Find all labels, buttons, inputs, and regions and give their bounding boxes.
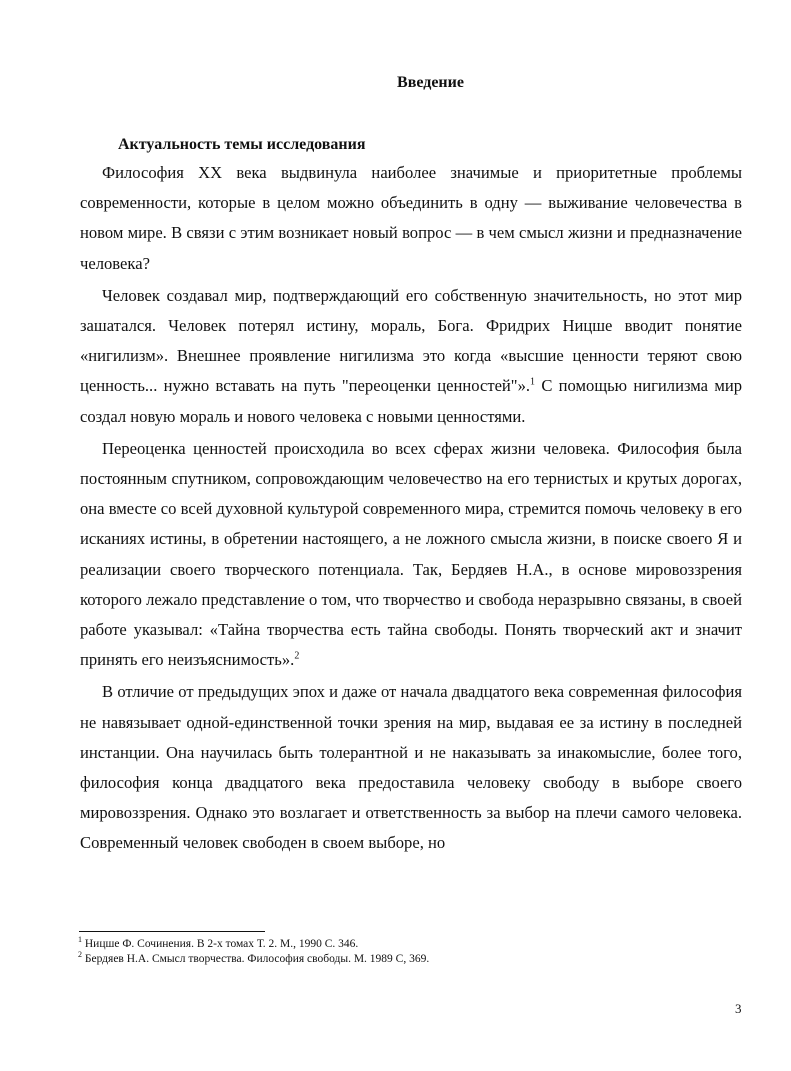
footnote-ref-2[interactable]: 2 (294, 650, 300, 662)
paragraph-1: Философия XX века выдвинула наиболее значимые и приоритетные проблемы современности, которые в целом можно объединить в одну — выживание человечества в новом мире. В связи с этим возникает новый вопрос — в чем смысл жизни и предназначение человека? (80, 163, 742, 273)
section-subtitle: Актуальность темы исследования (118, 136, 366, 153)
paragraph-2-text-after: С помощью нигилизма мир создал новую мораль и нового человека с новыми ценностями. (80, 376, 742, 426)
footnote-2-text: Бердяев Н.А. Смысл творчества. Философия свободы. М. 1989 С, 369. (82, 953, 430, 965)
body-text (80, 158, 742, 861)
paragraph-4: В отличие от предыдущих эпох и даже от начала двадцатого века современная философия не навязывает одной-единственной точки зрения на мир, выдавая ее за истину в последней инстанции. Она научилась быть толерантной и не наказывать за инакомыслие, более того, философия конца двадцатого века предоставила человеку свободу в выборе своего мировоззрения. Однако это возлагает и ответственность за выбор на плечи самого человека. Современный человек свободен в своем выборе, но (80, 682, 742, 853)
footnotes (78, 937, 429, 967)
footnote-separator (79, 931, 265, 932)
footnote-ref-1[interactable]: 1 (530, 376, 536, 388)
paragraph-2 (80, 281, 742, 432)
page-title: Введение (397, 74, 464, 91)
footnote-1 (78, 937, 429, 952)
paragraph-3-text: Переоценка ценностей происходила во всех сферах жизни человека. Философия была постоянным спутником, сопровождающим человечество на его тернистых и крутых дорогах, она вместе со всей духовной культурой современного мира, стремится помочь человеку в его исканиях истины, в обретении настоящего, а не ложного смысла жизни, в поиске своего Я и реализации своего творческого потенциала. Так, Бердяев Н.А., в основе мировоззрения которого лежало представление о том, что творчество и свобода неразрывно связаны, в своей работе указывал: «Тайна творчества есть тайна свободы. Понять творческий акт и значит принять его неизъяснимость». (80, 438, 742, 670)
footnote-2-number: 2 (78, 950, 82, 960)
paragraph-3 (80, 434, 742, 676)
footnote-1-text: Ницше Ф. Сочинения. В 2-х томах Т. 2. М., 1990 С. 346. (82, 938, 359, 950)
footnote-2 (78, 952, 429, 967)
footnote-1-number: 1 (78, 935, 82, 945)
page-number: 3 (735, 1001, 742, 1016)
paragraph-2-text: Человек создавал мир, подтверждающий его собственную значительность, но этот мир зашатался. Человек потерял истину, мораль, Бога. Фридрих Ницше вводит понятие «нигилизм». Внешнее проявление нигилизма это когда «высшие ценности теряют свою ценность... нужно вставать на путь "переоценки ценностей"». (80, 285, 742, 396)
